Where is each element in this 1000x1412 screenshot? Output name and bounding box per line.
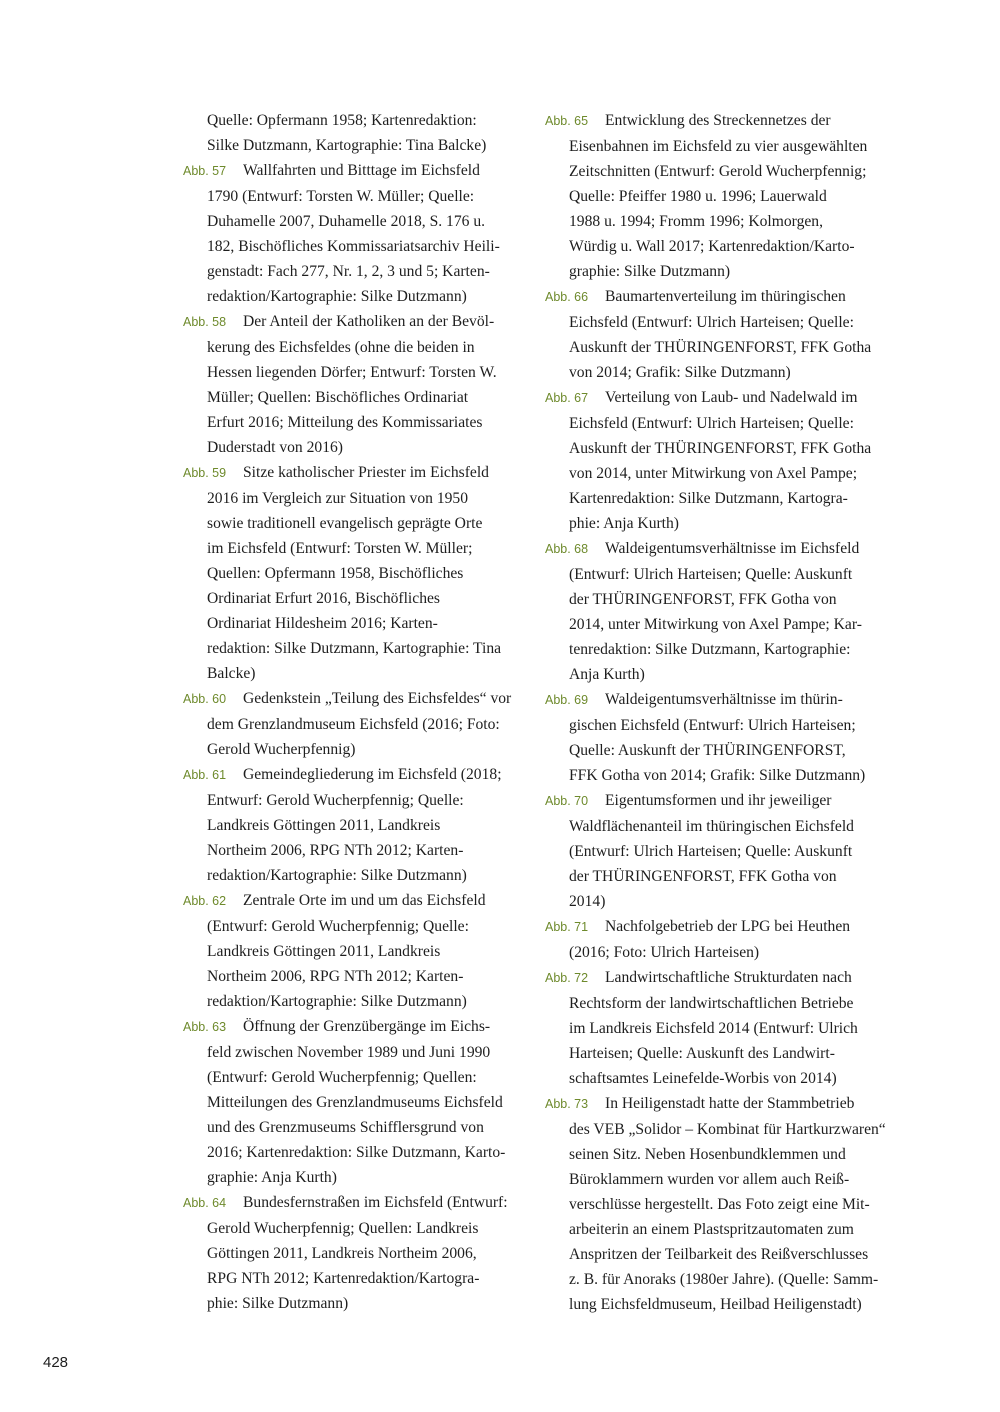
caption-line: schaftsamtes Leinefelde-Worbis von 2014) — [569, 1070, 837, 1087]
figure-label: Abb. 68 — [545, 542, 589, 556]
caption-line: Ordinariat Erfurt 2016, Bischöfliches — [207, 590, 440, 607]
figure-label: Abb. 59 — [183, 466, 227, 480]
caption-line: (Entwurf: Gerold Wucherpfennig; Quelle: — [207, 918, 469, 935]
caption-line: Eisenbahnen im Eichsfeld zu vier ausgewählten — [569, 138, 868, 155]
caption-line: In Heiligenstadt hatte der Stammbetrieb — [605, 1095, 855, 1112]
caption-line: Rechtsform der landwirtschaftlichen Betriebe — [569, 995, 854, 1012]
caption-line: tenredaktion: Silke Dutzmann, Kartographie: — [569, 641, 851, 658]
caption-line: verschlüsse hergestellt. Das Foto zeigt eine Mit- — [569, 1196, 870, 1213]
figure-label: Abb. 63 — [183, 1020, 227, 1034]
caption-line: Waldeigentumsverhältnisse im Eichsfeld — [605, 540, 860, 557]
caption-entry — [183, 686, 523, 762]
caption-line: Entwurf: Gerold Wucherpfennig; Quelle: — [207, 792, 464, 809]
caption-line: der THÜRINGENFORST, FFK Gotha von — [569, 591, 837, 608]
caption-line: Waldeigentumsverhältnisse im thürin- — [605, 691, 843, 708]
caption-line: Würdig u. Wall 2017; Kartenredaktion/Karto- — [569, 238, 855, 255]
caption-line: Kartenredaktion: Silke Dutzmann, Kartogra- — [569, 490, 848, 507]
caption-entry — [183, 309, 523, 460]
caption-entry — [183, 460, 523, 686]
caption-entry — [545, 536, 888, 687]
caption-line: graphie: Anja Kurth) — [207, 1169, 337, 1186]
caption-line: Quelle: Opfermann 1958; Kartenredaktion: — [207, 112, 477, 129]
caption-line: Zeitschnitten (Entwurf: Gerold Wucherpfennig; — [569, 163, 867, 180]
right-column — [545, 108, 888, 1317]
caption-line: der THÜRINGENFORST, FFK Gotha von — [569, 868, 837, 885]
caption-line: im Eichsfeld (Entwurf: Torsten W. Müller; — [207, 540, 473, 557]
figure-label: Abb. 65 — [545, 114, 589, 128]
caption-line: (2016; Foto: Ulrich Harteisen) — [569, 944, 760, 961]
figure-label: Abb. 62 — [183, 894, 227, 908]
caption-entry — [183, 1014, 523, 1190]
caption-line: Quelle: Pfeiffer 1980 u. 1996; Lauerwald — [569, 188, 827, 205]
caption-line: Bundesfernstraßen im Eichsfeld (Entwurf: — [243, 1194, 508, 1211]
caption-line: FFK Gotha von 2014; Grafik: Silke Dutzmann) — [569, 767, 866, 784]
caption-line: Auskunft der THÜRINGENFORST, FFK Gotha — [569, 440, 872, 457]
caption-line: Eichsfeld (Entwurf: Ulrich Harteisen; Quelle: — [569, 314, 854, 331]
caption-entry — [183, 888, 523, 1014]
caption-line: Anspritzen der Teilbarkeit des Reißverschlusses — [569, 1246, 869, 1263]
caption-entry — [183, 1190, 523, 1316]
caption-line: Entwicklung des Streckennetzes der — [605, 112, 831, 129]
caption-entry — [545, 788, 888, 914]
caption-line: feld zwischen November 1989 und Juni 1990 — [207, 1044, 491, 1061]
figure-label: Abb. 58 — [183, 315, 227, 329]
caption-line: und des Grenzmuseums Schifflersgrund von — [207, 1119, 484, 1136]
figure-label: Abb. 57 — [183, 164, 227, 178]
caption-line: Ordinariat Hildesheim 2016; Karten- — [207, 615, 438, 632]
caption-line: Eichsfeld (Entwurf: Ulrich Harteisen; Quelle: — [569, 415, 854, 432]
figure-label: Abb. 71 — [545, 920, 589, 934]
caption-line: Northeim 2006, RPG NTh 2012; Karten- — [207, 968, 464, 985]
caption-line: Erfurt 2016; Mitteilung des Kommissariates — [207, 414, 483, 431]
caption-entry — [183, 762, 523, 888]
caption-line: Müller; Quellen: Bischöfliches Ordinariat — [207, 389, 469, 406]
caption-line: 1790 (Entwurf: Torsten W. Müller; Quelle: — [207, 188, 475, 205]
caption-line: Der Anteil der Katholiken an der Bevöl- — [243, 313, 495, 330]
figure-label: Abb. 67 — [545, 391, 589, 405]
caption-line: des VEB „Solidor – Kombinat für Hartkurzwaren“ — [569, 1121, 886, 1138]
page-number: 428 — [43, 1354, 69, 1371]
caption-line: Duderstadt von 2016) — [207, 439, 343, 456]
caption-line: von 2014; Grafik: Silke Dutzmann) — [569, 364, 791, 381]
caption-line: Göttingen 2011, Landkreis Northeim 2006, — [207, 1245, 477, 1262]
caption-line: Zentrale Orte im und um das Eichsfeld — [243, 892, 486, 909]
caption-line: 2016; Kartenredaktion: Silke Dutzmann, Karto- — [207, 1144, 506, 1161]
caption-line: Gemeindegliederung im Eichsfeld (2018; — [243, 766, 502, 783]
caption-line: Hessen liegenden Dörfer; Entwurf: Torsten W. — [207, 364, 497, 381]
caption-line: 2014, unter Mitwirkung von Axel Pampe; Kar- — [569, 616, 862, 633]
caption-line: seinen Sitz. Neben Hosenbundklemmen und — [569, 1146, 846, 1163]
caption-line: Büroklammern wurden vor allem auch Reiß- — [569, 1171, 850, 1188]
figure-label: Abb. 61 — [183, 768, 227, 782]
caption-line: Duhamelle 2007, Duhamelle 2018, S. 176 u. — [207, 213, 486, 230]
caption-line: Wallfahrten und Bitttage im Eichsfeld — [243, 162, 480, 179]
caption-entry — [545, 965, 888, 1091]
caption-entry — [545, 108, 888, 284]
caption-line: Waldflächenanteil im thüringischen Eichsfeld — [569, 818, 854, 835]
figure-label: Abb. 70 — [545, 794, 589, 808]
caption-entry — [183, 158, 523, 309]
caption-line: z. B. für Anoraks (1980er Jahre). (Quelle: Samm- — [569, 1271, 879, 1288]
left-column — [183, 108, 523, 1316]
caption-line: genstadt: Fach 277, Nr. 1, 2, 3 und 5; Karten- — [207, 263, 490, 280]
caption-line: phie: Silke Dutzmann) — [207, 1295, 349, 1312]
figure-label: Abb. 60 — [183, 692, 227, 706]
caption-line: Quelle: Auskunft der THÜRINGENFORST, — [569, 742, 846, 759]
caption-line: Gedenkstein „Teilung des Eichsfeldes“ vor — [243, 690, 512, 707]
caption-line: 1988 u. 1994; Fromm 1996; Kolmorgen, — [569, 213, 823, 230]
caption-line: redaktion/Kartographie: Silke Dutzmann) — [207, 867, 467, 884]
caption-line: Quellen: Opfermann 1958, Bischöfliches — [207, 565, 464, 582]
caption-line: 182, Bischöfliches Kommissariatsarchiv Heili- — [207, 238, 500, 255]
caption-line: Anja Kurth) — [569, 666, 645, 683]
caption-line: redaktion/Kartographie: Silke Dutzmann) — [207, 993, 467, 1010]
caption-line: Landwirtschaftliche Strukturdaten nach — [605, 969, 852, 986]
caption-entry — [545, 385, 888, 536]
caption-line: 2016 im Vergleich zur Situation von 1950 — [207, 490, 469, 507]
caption-line: phie: Anja Kurth) — [569, 515, 680, 532]
caption-line: dem Grenzlandmuseum Eichsfeld (2016; Foto: — [207, 716, 500, 733]
caption-line: Landkreis Göttingen 2011, Landkreis — [207, 817, 441, 834]
caption-line: Nachfolgebetrieb der LPG bei Heuthen — [605, 918, 851, 935]
caption-line: lung Eichsfeldmuseum, Heilbad Heiligenstadt) — [569, 1296, 862, 1313]
continued-caption — [183, 108, 523, 158]
caption-line: Sitze katholischer Priester im Eichsfeld — [243, 464, 489, 481]
caption-line: graphie: Silke Dutzmann) — [569, 263, 731, 280]
caption-entry — [545, 914, 888, 965]
caption-line: RPG NTh 2012; Kartenredaktion/Kartogra- — [207, 1270, 480, 1287]
caption-entry — [545, 1091, 888, 1317]
figure-label: Abb. 64 — [183, 1196, 227, 1210]
caption-line: kerung des Eichsfeldes (ohne die beiden in — [207, 339, 475, 356]
caption-line: (Entwurf: Ulrich Harteisen; Quelle: Auskunft — [569, 566, 853, 583]
caption-line: (Entwurf: Gerold Wucherpfennig; Quellen: — [207, 1069, 477, 1086]
figure-label: Abb. 73 — [545, 1097, 589, 1111]
caption-line: (Entwurf: Ulrich Harteisen; Quelle: Auskunft — [569, 843, 853, 860]
caption-line: redaktion/Kartographie: Silke Dutzmann) — [207, 288, 467, 305]
caption-line: Baumartenverteilung im thüringischen — [605, 288, 846, 305]
caption-line: arbeiterin an einem Plastspritzautomaten zum — [569, 1221, 854, 1238]
caption-line: redaktion: Silke Dutzmann, Kartographie: Tina — [207, 640, 502, 657]
figure-label: Abb. 72 — [545, 971, 589, 985]
caption-line: Landkreis Göttingen 2011, Landkreis — [207, 943, 441, 960]
caption-line: Verteilung von Laub- und Nadelwald im — [605, 389, 858, 406]
caption-line: gischen Eichsfeld (Entwurf: Ulrich Harteisen; — [569, 717, 856, 734]
caption-line: Silke Dutzmann, Kartographie: Tina Balcke) — [207, 137, 487, 154]
caption-line: Gerold Wucherpfennig; Quellen: Landkreis — [207, 1220, 479, 1237]
caption-line: sowie traditionell evangelisch geprägte Orte — [207, 515, 483, 532]
caption-line: Northeim 2006, RPG NTh 2012; Karten- — [207, 842, 464, 859]
caption-line: im Landkreis Eichsfeld 2014 (Entwurf: Ulrich — [569, 1020, 858, 1037]
figure-label: Abb. 66 — [545, 290, 589, 304]
caption-line: 2014) — [569, 893, 606, 910]
caption-line: Harteisen; Quelle: Auskunft des Landwirt- — [569, 1045, 835, 1062]
caption-line: von 2014, unter Mitwirkung von Axel Pampe; — [569, 465, 858, 482]
caption-line: Gerold Wucherpfennig) — [207, 741, 356, 758]
caption-line: Eigentumsformen und ihr jeweiliger — [605, 792, 832, 809]
caption-entry — [545, 687, 888, 788]
figure-label: Abb. 69 — [545, 693, 589, 707]
caption-line: Balcke) — [207, 665, 256, 682]
caption-entry — [545, 284, 888, 385]
caption-line: Auskunft der THÜRINGENFORST, FFK Gotha — [569, 339, 872, 356]
caption-line: Öffnung der Grenzübergänge im Eichs- — [243, 1018, 491, 1035]
caption-line: Mitteilungen des Grenzlandmuseums Eichsfeld — [207, 1094, 503, 1111]
